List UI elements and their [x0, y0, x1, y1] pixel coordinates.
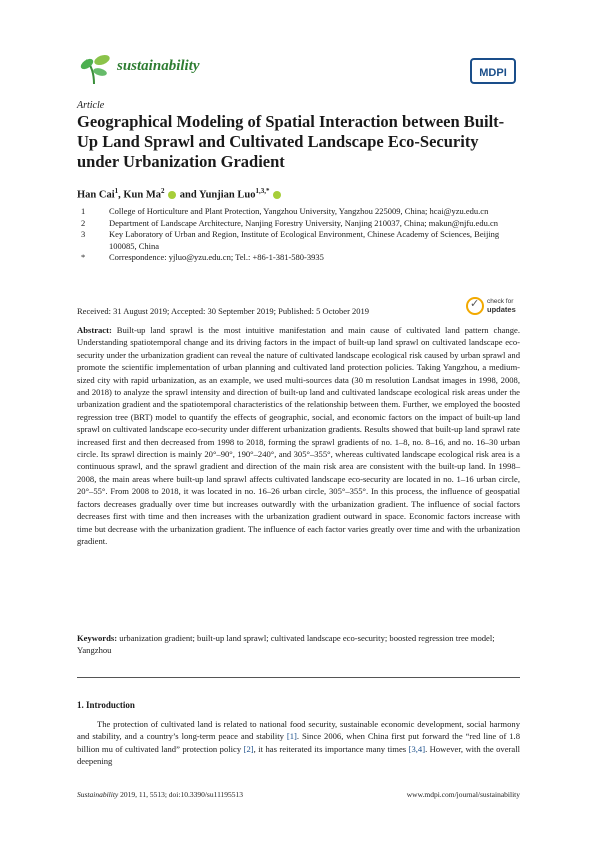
intro-text: . However, with the overall deepening — [77, 743, 520, 767]
affiliation-item — [77, 229, 522, 252]
keywords-label: Keywords: — [77, 633, 118, 643]
author-affil-sup: 2 — [161, 187, 165, 195]
footer-journal: Sustainability — [77, 790, 119, 799]
journal-logo-icon — [78, 50, 112, 86]
affiliation-text: Department of Landscape Architecture, Nanjing Forestry University, Nanjing 210037, China; makun@njfu.edu.cn — [109, 217, 498, 228]
author-list — [77, 187, 282, 201]
intro-text: , it has reiterated its importance many times — [253, 743, 409, 754]
correspondence — [77, 252, 522, 264]
author-affil-sup: 1 — [114, 187, 119, 195]
affiliation-number: * — [81, 252, 86, 262]
abstract-label: Abstract: — [77, 325, 112, 335]
affiliation-item — [77, 206, 522, 218]
check-updates-line1: check for — [487, 298, 514, 305]
check-for-updates-button[interactable] — [466, 297, 516, 315]
citation-link[interactable]: [1] — [286, 731, 297, 742]
keywords-text: urbanization gradient; built-up land sprawl; cultivated landscape eco-security; boosted regression tree model; Yangzhou — [77, 633, 495, 656]
affiliations — [77, 206, 522, 264]
orcid-icon[interactable] — [273, 191, 281, 199]
mdpi-logo: MDPI — [470, 58, 516, 84]
affiliation-number: 1 — [81, 206, 86, 216]
divider — [77, 677, 520, 678]
check-updates-line2: updates — [487, 304, 516, 314]
footer-citation — [77, 790, 243, 799]
affiliation-text: Correspondence: yjluo@yzu.edu.cn; Tel.: +86-1-381-580-3935 — [109, 252, 324, 262]
publication-dates: Received: 31 August 2019; Accepted: 30 September 2019; Published: 5 October 2019 — [77, 306, 370, 316]
intro-text: . Since 2006, when China first put forward the “red line of 1.8 billion mu of cultivated land” protection policy — [77, 731, 520, 754]
citation-link[interactable]: [3,4] — [408, 743, 426, 754]
affiliation-text: Key Laboratory of Urban and Region, Institute of Ecological Environment, Chinese Academy of Sciences, Beijing 100085, China — [109, 229, 500, 251]
keywords — [77, 632, 520, 657]
article-type: Article — [77, 100, 105, 111]
section-heading: 1. Introduction — [77, 700, 135, 710]
abstract — [77, 324, 520, 547]
intro-text: The protection of cultivated land is related to national food security, sustainable economic development, social harmony and stability, and a country’s long-term peace and stability — [77, 719, 520, 742]
abstract-text: Built-up land sprawl is the most intuitive manifestation and main cause of cultivated land pattern change. Understanding spatiotemporal change and its driving factors in the impact of built-up land sprawl on cultivated landscape eco-security under the urbanization gradient can reveal the nature of cultivated landscape ecological risk caused by urban sprawl and promote the scientific implementation of urban planning and cultivated land protection policies. Taking Yangzhou, a medium-sized city with rapid urbanization, as an example, we used multi-sources data (30 m resolution Landsat images in 1998, 2008, and 2018) to analyze the sprawl intensity and direction of built-up land and cultivated landscape ecological risk areas under the urbanization gradient and the spatiotemporal characteristics of the relationship between them. Further, we employed the boosted regression tree (BRT) model to quantify the effects of geographic, social, and economic factors on the impact of built-up land sprawl on cultivated landscape eco-security under different urbanization gradients. Results showed that built-up land sprawl rate increased first and then decreased from 1998 to 2018, forming the sprawl gradients of no. 1–8, no. 8–16, and no. 16–30 urban circle. Its sprawl direction is mainly 20°–90°, 190°–240°, and 305°–355°, whereas cultivated landscape ecological risk area is a continuous sprawl, and the sprawl gradient and direction of the main risk area are consistent with the built-up land. In 1998–2008, the main areas where built-up land sprawl affects cultivated landscape eco-security are located in no. 1–16 urban circle, 20°–55°. From 2008 to 2018, it was located in no. 16–26 urban circle, 305°–355°. In this process, the influence of geospatial factors decreases gradually over time but increases outwardly with the urbanization gradient. The influence of social factors decreases first with time and then increases with the urbanization gradient outward in space. Economic factors increase with time but decrease with the urbanization gradient. The influence of each factor varies greatly over time and with the urbanization gradient. — [77, 325, 520, 546]
footer-url[interactable]: www.mdpi.com/journal/sustainability — [406, 790, 520, 799]
footer-doi: 2019, 11, 5513; doi:10.3390/su11195513 — [118, 790, 244, 799]
author-separator: , — [118, 189, 124, 201]
author-name: Yunjian Luo — [198, 189, 256, 201]
author-name: Kun Ma — [123, 189, 162, 201]
affiliation-number: 3 — [81, 229, 86, 239]
author-separator: and — [177, 189, 199, 201]
affiliation-text: College of Horticulture and Plant Protection, Yangzhou University, Yangzhou 225009, China; hcai@yzu.edu.cn — [109, 206, 489, 216]
intro-paragraph — [77, 718, 520, 768]
affiliation-item — [77, 218, 522, 230]
orcid-icon[interactable] — [168, 191, 176, 199]
journal-name: sustainability — [117, 58, 200, 74]
check-updates-icon — [466, 297, 484, 315]
citation-link[interactable]: [2] — [243, 743, 254, 754]
author-affil-sup: 1,3,* — [255, 187, 270, 195]
author-name: Han Cai — [77, 189, 115, 201]
affiliation-number: 2 — [81, 217, 86, 228]
paper-title: Geographical Modeling of Spatial Interaction between Built-Up Land Sprawl and Cultivated Landscape Eco-Security under Urbanization Gradient — [77, 112, 505, 171]
